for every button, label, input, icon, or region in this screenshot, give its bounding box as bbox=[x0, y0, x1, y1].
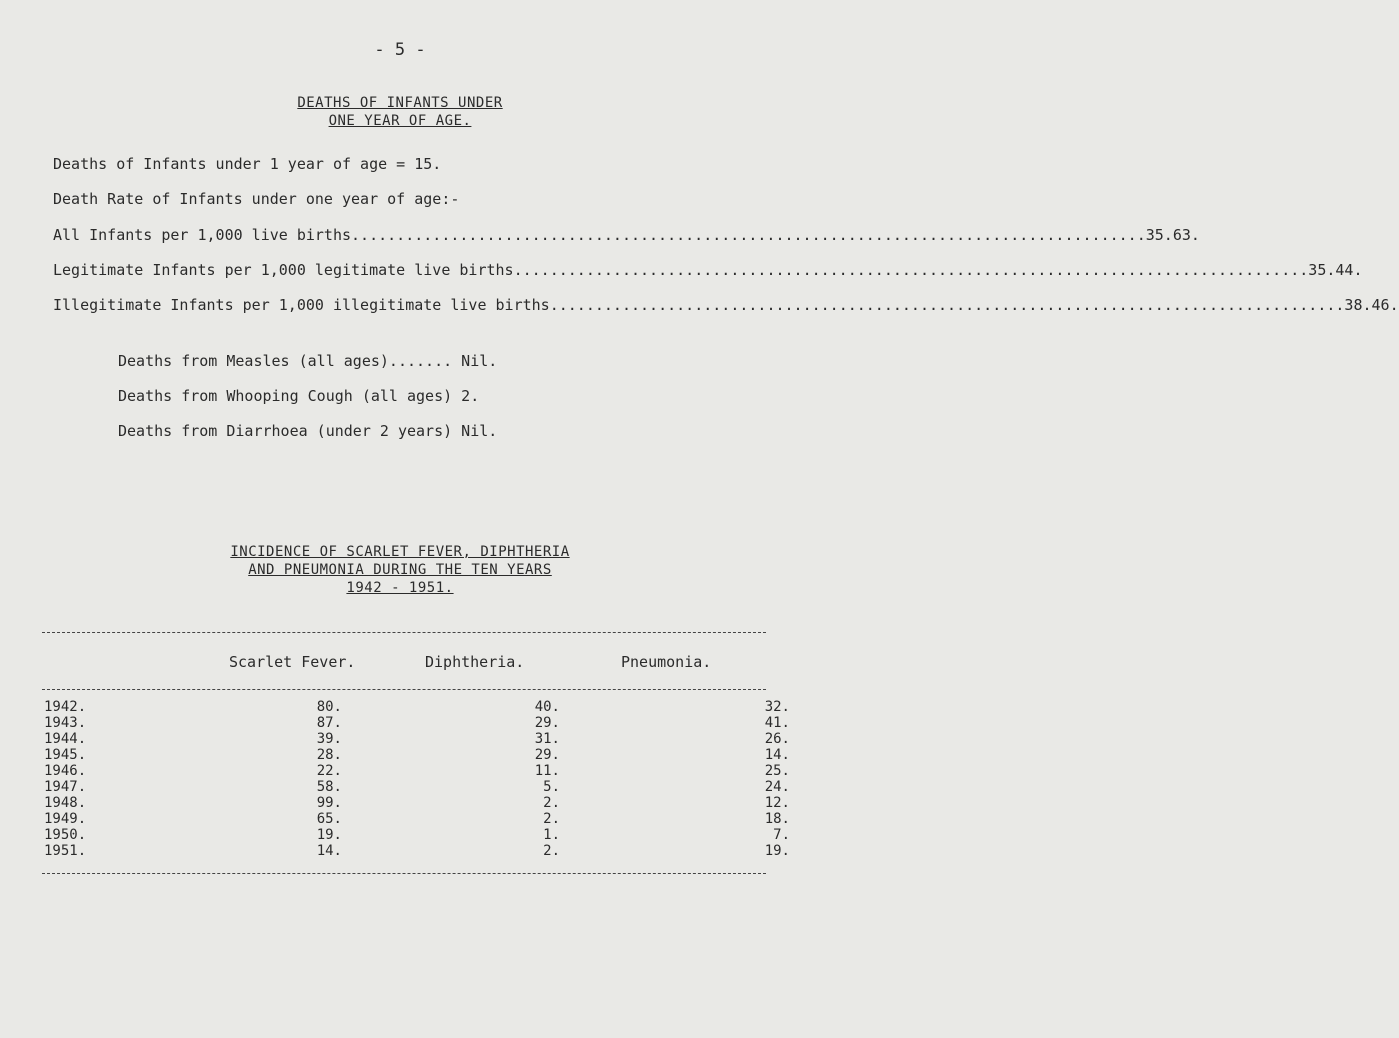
diphtheria-cell: 1. bbox=[543, 827, 560, 843]
rate-value: 35.44. bbox=[1308, 261, 1363, 279]
diphtheria-cell: 40. bbox=[534, 699, 560, 715]
pneumonia-cell: 12. bbox=[764, 795, 790, 811]
scarlet-fever-cell: 39. bbox=[316, 731, 342, 747]
pneumonia-cell: 25. bbox=[764, 763, 790, 779]
diphtheria-cell: 29. bbox=[534, 715, 560, 731]
scarlet-fever-cell: 22. bbox=[316, 763, 342, 779]
page-number: - 5 - bbox=[374, 40, 426, 60]
year-cell: 1944. bbox=[44, 731, 87, 747]
pneumonia-cell: 32. bbox=[764, 699, 790, 715]
pneumonia-cell: 14. bbox=[764, 747, 790, 763]
pneumonia-cell: 26. bbox=[764, 731, 790, 747]
incidence-table bbox=[44, 699, 790, 859]
scarlet-fever-cell: 65. bbox=[316, 811, 342, 827]
year-cell: 1950. bbox=[44, 827, 87, 843]
rate-row-all bbox=[53, 226, 1200, 244]
year-cell: 1949. bbox=[44, 811, 87, 827]
diphtheria-cell: 2. bbox=[543, 843, 560, 859]
table-bottom-rule bbox=[42, 873, 766, 874]
table-row bbox=[44, 811, 790, 827]
scarlet-fever-cell: 58. bbox=[316, 779, 342, 795]
leader-dots: ........................................................................................ bbox=[513, 261, 1309, 279]
table-row bbox=[44, 827, 790, 843]
year-cell: 1951. bbox=[44, 843, 87, 859]
column-header-diphtheria: Diphtheria. bbox=[425, 653, 525, 671]
table-row bbox=[44, 795, 790, 811]
diphtheria-cell: 31. bbox=[534, 731, 560, 747]
rate-label: All Infants per 1,000 live births bbox=[53, 226, 352, 244]
leader-dots: ........................................................................................ bbox=[549, 296, 1345, 314]
incidence-heading-line-1: INCIDENCE OF SCARLET FEVER, DIPHTHERIA bbox=[230, 544, 570, 560]
table-header-rule bbox=[42, 689, 766, 690]
pneumonia-cell: 7. bbox=[773, 827, 790, 843]
pneumonia-cell: 18. bbox=[764, 811, 790, 827]
diphtheria-cell: 2. bbox=[543, 795, 560, 811]
table-row bbox=[44, 715, 790, 731]
year-cell: 1942. bbox=[44, 699, 87, 715]
deaths-under-one-text: Deaths of Infants under 1 year of age = 15. bbox=[53, 155, 442, 173]
scarlet-fever-cell: 14. bbox=[316, 843, 342, 859]
death-rate-intro: Death Rate of Infants under one year of age:- bbox=[53, 190, 460, 208]
rate-row-legitimate bbox=[53, 261, 1363, 279]
scarlet-fever-cell: 87. bbox=[316, 715, 342, 731]
pneumonia-cell: 41. bbox=[764, 715, 790, 731]
heading-line-2: ONE YEAR OF AGE. bbox=[328, 113, 472, 129]
rate-row-illegitimate bbox=[53, 296, 1399, 314]
rate-label: Legitimate Infants per 1,000 legitimate live births bbox=[53, 261, 514, 279]
incidence-heading-line-3: 1942 - 1951. bbox=[346, 580, 454, 596]
scarlet-fever-cell: 80. bbox=[316, 699, 342, 715]
year-cell: 1948. bbox=[44, 795, 87, 811]
year-cell: 1943. bbox=[44, 715, 87, 731]
scarlet-fever-cell: 19. bbox=[316, 827, 342, 843]
cause-whooping-cough: Deaths from Whooping Cough (all ages) 2. bbox=[118, 387, 480, 405]
column-header-scarlet-fever: Scarlet Fever. bbox=[229, 653, 356, 671]
table-row bbox=[44, 779, 790, 795]
diphtheria-cell: 11. bbox=[534, 763, 560, 779]
pneumonia-cell: 24. bbox=[764, 779, 790, 795]
scarlet-fever-cell: 28. bbox=[316, 747, 342, 763]
diphtheria-cell: 5. bbox=[543, 779, 560, 795]
rate-value: 35.63. bbox=[1145, 226, 1200, 244]
leader-dots: ........................................................................................ bbox=[351, 226, 1146, 244]
table-row bbox=[44, 699, 790, 715]
table-row bbox=[44, 747, 790, 763]
year-cell: 1947. bbox=[44, 779, 87, 795]
rate-value: 38.46. bbox=[1344, 296, 1399, 314]
cause-measles: Deaths from Measles (all ages)....... Nil. bbox=[118, 352, 498, 370]
table-row bbox=[44, 763, 790, 779]
heading-line-1: DEATHS OF INFANTS UNDER bbox=[297, 95, 503, 111]
year-cell: 1946. bbox=[44, 763, 87, 779]
diphtheria-cell: 2. bbox=[543, 811, 560, 827]
incidence-heading-line-2: AND PNEUMONIA DURING THE TEN YEARS bbox=[248, 562, 552, 578]
pneumonia-cell: 19. bbox=[764, 843, 790, 859]
scarlet-fever-cell: 99. bbox=[316, 795, 342, 811]
table-row bbox=[44, 843, 790, 859]
diphtheria-cell: 29. bbox=[534, 747, 560, 763]
table-row bbox=[44, 731, 790, 747]
cause-diarrhoea: Deaths from Diarrhoea (under 2 years) Nil. bbox=[118, 422, 498, 440]
column-header-pneumonia: Pneumonia. bbox=[621, 653, 712, 671]
year-cell: 1945. bbox=[44, 747, 87, 763]
table-top-rule bbox=[42, 632, 766, 633]
rate-label: Illegitimate Infants per 1,000 illegitimate live births bbox=[53, 296, 550, 314]
